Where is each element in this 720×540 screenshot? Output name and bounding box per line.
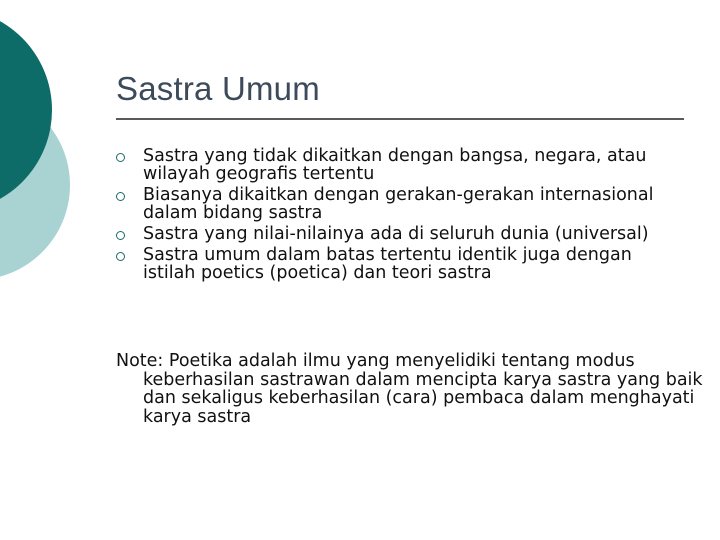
bullet-item — [116, 246, 686, 282]
bullet-text: Biasanya dikaitkan dengan gerakan-gerakan internasional dalam bidang sastra — [143, 185, 654, 223]
bullet-text: Sastra umum dalam batas tertentu identik juga dengan istilah poetics (poetica) dan teori sastra — [143, 245, 632, 283]
bullet-item — [116, 225, 686, 243]
slide-title: Sastra Umum — [116, 70, 320, 107]
hollow-circle-icon — [116, 252, 125, 261]
decorative-circles — [0, 0, 120, 300]
bullet-list — [116, 147, 686, 285]
hollow-circle-icon — [116, 192, 125, 201]
bullet-text: Sastra yang nilai-nilainya ada di seluruh dunia (universal) — [143, 224, 649, 244]
hollow-circle-icon — [116, 153, 125, 162]
note-paragraph: Note: Poetika adalah ilmu yang menyelidiki tentang modus keberhasilan sastrawan dalam mencipta karya sastra yang baik dan sekaligus keberhasilan (cara) pembaca dalam menghayati karya sastra — [116, 351, 703, 427]
bullet-item — [116, 186, 686, 222]
title-divider — [116, 118, 684, 120]
bullet-item — [116, 147, 686, 183]
bullet-text: Sastra yang tidak dikaitkan dengan bangsa, negara, atau wilayah geografis tertentu — [143, 146, 647, 184]
hollow-circle-icon — [116, 231, 125, 240]
